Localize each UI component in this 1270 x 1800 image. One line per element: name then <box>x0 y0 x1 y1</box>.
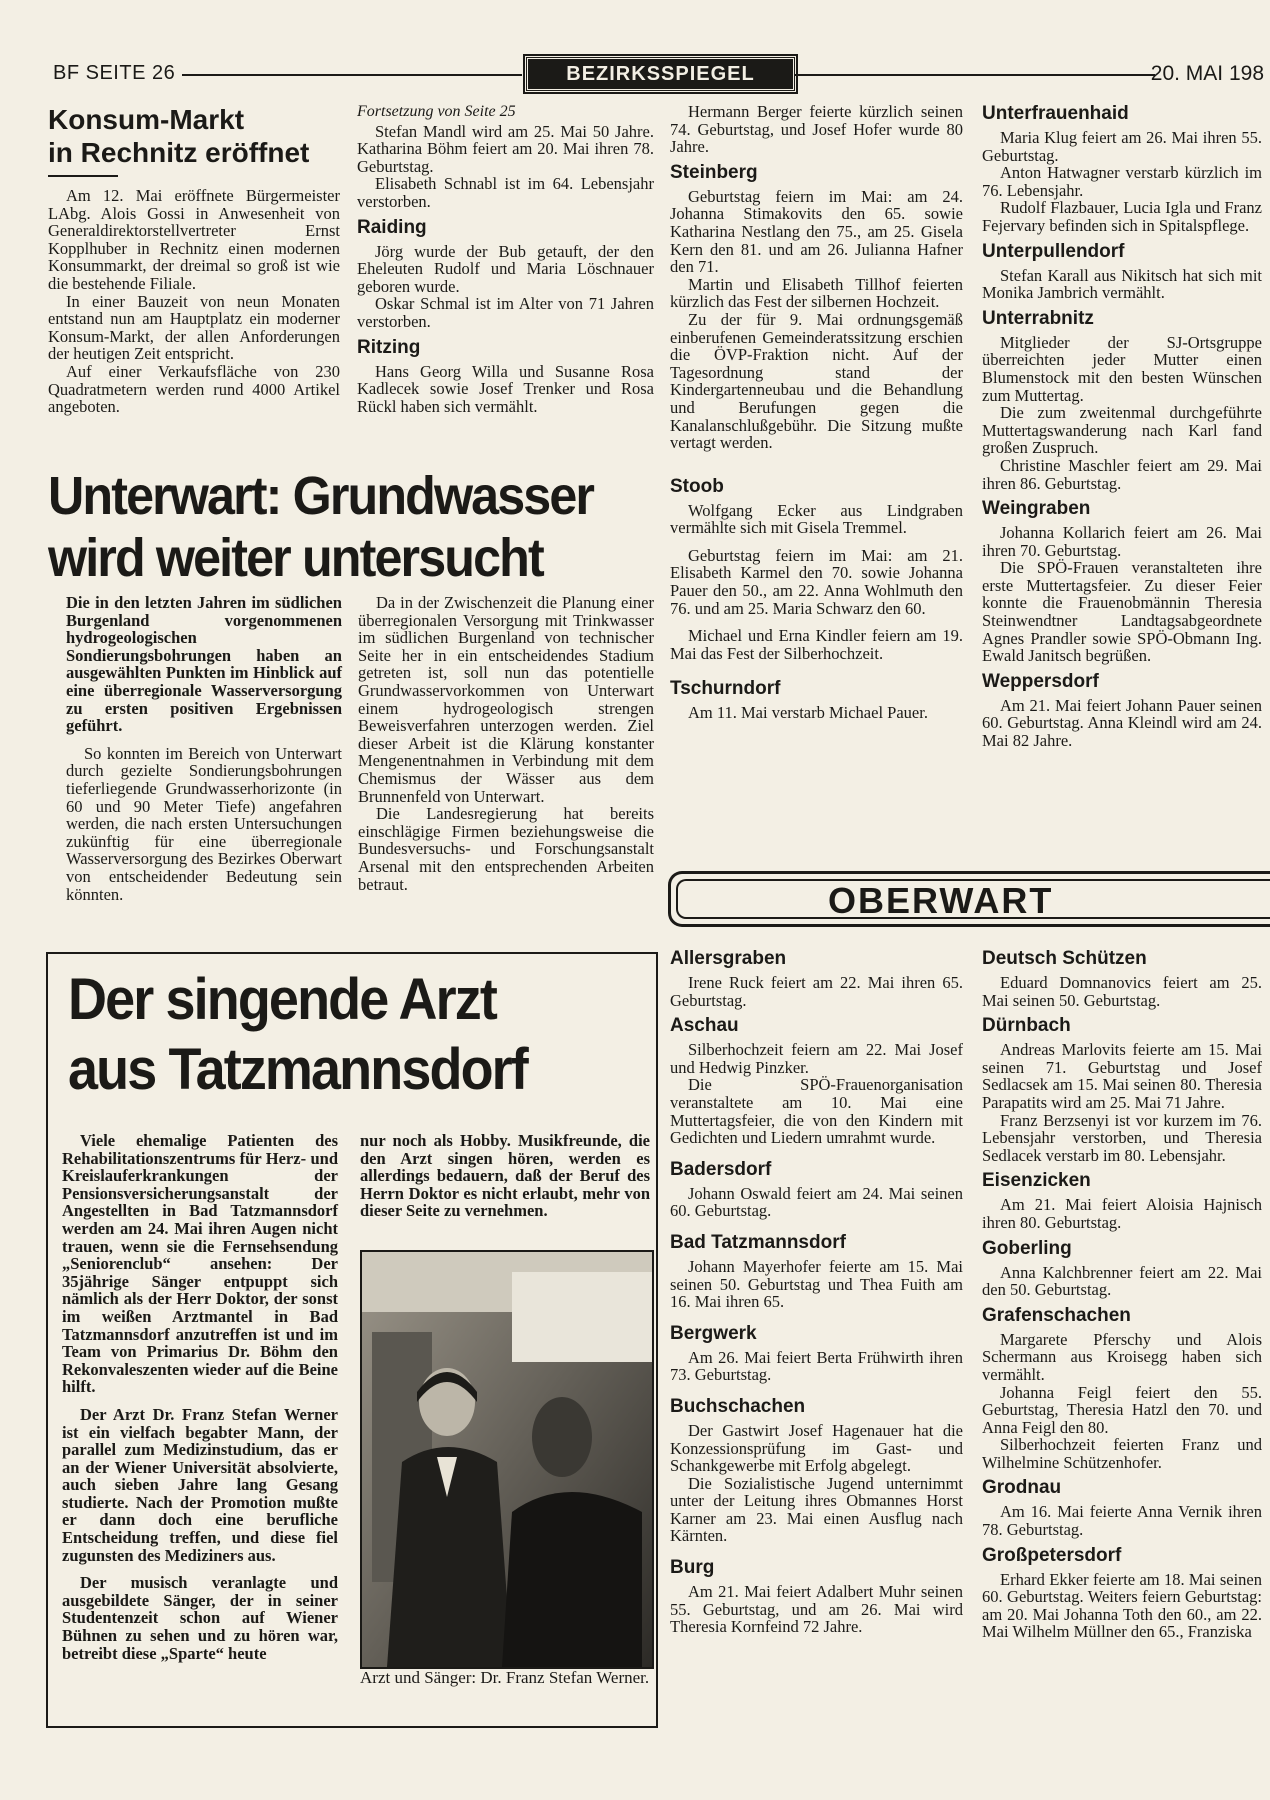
place-heading: Raiding <box>357 216 427 238</box>
place-heading: Allersgraben <box>670 948 787 969</box>
place-heading: Großpetersdorf <box>982 1544 1122 1566</box>
place-heading: Bergwerk <box>670 1322 757 1344</box>
place-heading: Ritzing <box>357 336 421 358</box>
place-heading: Steinberg <box>670 161 758 183</box>
local-news-col4: Unterfrauenhaid Maria Klug feiert am 26. Mai ihren 55. Geburtstag. Anton Hatwagner verstarb kürzlich im 76. Lebensjahr. Rudolf Flazbauer, Lucia Igla und Franz Fejervary befinden sich in Spitalspflege. Unterpullendorf Stefan Karall aus Nikitsch hat sich mit Monika Jambrich vermählt. Unterrabnitz Mitglieder der SJ-Ortsgruppe überreichten jeder Mutter einen Blumenstock mit den besten Wünschen zum Muttertag. Die zum zweitenmal durchgeführte Muttertagswanderung nach Karl fand großen Zuspruch. Christine Maschler feiert am 29. Mai ihren 86. Geburtstag. Weingraben Johanna Kollarich feiert am 26. Mai ihren 70. Geburtstag. Die SPÖ-Frauen veranstalteten ihre erste Muttertagsfeier. Zu dieser Feier konnte die Frauenobmännin Theresia Steinwendtner Landtagsabgeordnete Agnes Prandler sowie SPÖ-Obmann Ing. Ewald Janitsch begrüßen. Weppersdorf Am 21. Mai feiert Johann Pauer seinen 60. Geburtstag. Anna Kleindl wird am 24. Mai 82 Jahre. <box>982 103 1262 751</box>
place-heading: Weingraben <box>982 498 1091 520</box>
place-heading: Buchschachen <box>670 1395 806 1417</box>
unterwart-col1: Die in den letzten Jahren im südlichen Burgenland vorgenommenen hydrogeologischen Sondierungsbohrungen haben an ausgewählten Punkten im Hinblick auf eine überregionale Wasserversorgung zu ersten positiven Ergebnissen geführt. So konnten im Bereich von Unterwart durch gezielte Sondierungsbohrungen tieferliegende Grundwasserhorizonte (in 60 und 90 Meter Tiefe) angefahren werden, die nach ersten Untersuchungen zukünftig für eine überregionale Wasserversorgung des Bezirkes Oberwart von entscheidender Bedeutung sein könnten. <box>66 593 342 904</box>
konsum-headline: Konsum-Markt in Rechnitz eröffnet <box>48 104 310 168</box>
place-heading: Badersdorf <box>670 1158 772 1180</box>
page-number: BF SEITE 26 <box>53 62 176 84</box>
photo-caption: Arzt und Sänger: Dr. Franz Stefan Werner. <box>360 1668 650 1687</box>
local-news-col3: Hermann Berger feierte kürzlich seinen 74. Geburtstag, und Josef Hofer wurde 80 Jahre. Steinberg Geburtstag feiern im Mai: am 24. Johanna Stimakovits den 65. sowie Katharina Nestlang den 75., am 25. Gisela Kern den 81. und am 26. Julianna Hafner den 71. Martin und Elisabeth Tillhof feierten kürzlich das Fest der silbernen Hochzeit. Zu der für 9. Mai ordnungsgemäß einberufenen Gemeinderatssitzung erschien die ÖVP-Fraktion nicht. Auf der Tagesordnung stand der Kindergartenneubau und die Behandlung und Berufungen gegen die Kanalanschlußgebühr. Die Sitzung mußte vertagt werden. Stoob Wolfgang Ecker aus Lindgraben vermählte sich mit Gisela Tremmel. Geburtstag feiern im Mai: am 21. Elisabeth Karmel den 70. sowie Johanna Pauer den 50., am 22. Anna Wohlmuth den 76. und am 25. Maria Schwarz den 60. Michael und Erna Kindler feiern am 19. Mai das Fest der Silberhochzeit. Tschurndorf Am 11. Mai verstarb Michael Pauer. <box>670 102 963 723</box>
place-heading: Weppersdorf <box>982 670 1099 692</box>
place-heading: Burg <box>670 1557 715 1579</box>
place-heading: Grafenschachen <box>982 1304 1131 1326</box>
place-heading: Grodnau <box>982 1477 1062 1499</box>
place-heading: Tschurndorf <box>670 678 781 700</box>
konsum-article: Konsum-Markt in Rechnitz eröffnet Am 12. Mai eröffnete Bürgermeister LAbg. Alois Gossi in Anwesenheit von Generaldirektorstellvertreter Ernst Kopplhuber in Rechnitz einen modernen Konsummarkt, der dreimal so groß ist wie die bestehende Filiale. In einer Bauzeit von neun Monaten entstand nun am Hauptplatz ein moderner Konsum-Markt, der allen Anforderungen der heutigen Zeit entspricht. Auf einer Verkaufsfläche von 230 Quadratmetern werden rund 4000 Artikel angeboten. <box>48 104 340 417</box>
photo-illustration <box>362 1252 652 1667</box>
arzt-col2: nur noch als Hobby. Musikfreunde, die den Arzt singen hören, werden es allerdings bedauern, daß der Beruf des Herrn Doktor es nicht erlaubt, mehr von dieser Seite zu vernehmen. <box>360 1131 650 1221</box>
lead-paragraph: Die in den letzten Jahren im südlichen Burgenland vorgenommenen hydrogeologischen Sondierungsbohrungen haben an ausgewählten Punkten im Hinblick auf eine überregionale Wasserversorgung zu ersten positiven Ergebnissen geführt. <box>66 593 342 736</box>
place-heading: Aschau <box>670 1015 739 1037</box>
unterwart-col2: Da in der Zwischenzeit die Planung einer überregionalen Versorgung mit Trinkwasser im südlichen Burgenland von technischer Seite her in ein entscheidendes Stadium getreten ist, soll nun das potentielle Grundwasservorkommen von Unterwart einem hydrogeologisch strengen Beweisverfahren unterzogen werden. Ziel dieser Arbeit ist die Klärung konstanter Mengenentnahmen in Verbindung mit dem Chemismus der Wässer aus dem Brunnenfeld von Unterwart. Die Landesregierung hat bereits einschlägige Firmen beziehungsweise die Bundesversuchs- und Forschungsanstalt Arsenal mit den entsprechenden Arbeiten betraut. <box>358 593 654 894</box>
continuation-note: Fortsetzung von Seite 25 <box>357 103 516 120</box>
oberwart-col-b: Deutsch Schützen Eduard Domnanovics feiert am 25. Mai seinen 50. Geburtstag. Dürnbach Andreas Marlovits feierte am 15. Mai seinen 71. Geburtstag und Josef Sedlacsek am 15. Mai seinen 80. Theresia Parapatits wird am 25. Mai 71 Jahre. Franz Berzsenyi ist vor kurzem im 76. Lebensjahr verstorben, und Theresia Sedlacek verstarb im 80. Lebensjahr. Eisenzicken Am 21. Mai feiert Aloisia Hajnisch ihren 80. Geburtstag. Goberling Anna Kalchbrenner feiert am 22. Mai den 50. Geburtstag. Grafenschachen Margarete Pferschy und Alois Schermann aus Kroisegg haben sich vermählt. Johanna Feigl feiert den 55. Geburtstag, Theresia Hatzl den 70. und Anna Feigl den 80. Silberhochzeit feierten Franz und Wilhelmine Schützenhofer. Grodnau Am 16. Mai feierte Anna Vernik ihren 78. Geburtstag. Großpetersdorf Erhard Ekker feierte am 18. Mai seinen 60. Geburtstag. Weiters feiern Geburtstag: am 20. Mai Johanna Toth den 60., am 22. Mai Wilhelm Müllner den 65., Franziska <box>982 948 1262 1642</box>
place-heading: Bad Tatzmannsdorf <box>670 1231 846 1253</box>
place-heading: Unterrabnitz <box>982 307 1094 329</box>
header-rule-right <box>795 74 1155 76</box>
arzt-headline: Der singende Arzt aus Tatzmannsdorf <box>68 967 527 1102</box>
oberwart-col-a: Allersgraben Irene Ruck feiert am 22. Mai ihren 65. Geburtstag. Aschau Silberhochzeit feiern am 22. Mai Josef und Hedwig Pinzker. Die SPÖ-Frauenorganisation veranstaltete am 10. Mai eine Muttertagsfeier, die von den Kindern mit Gedichten und Liedern umrahmt wurde. Badersdorf Johann Oswald feiert am 24. Mai seinen 60. Geburtstag. Bad Tatzmannsdorf Johann Mayerhofer feierte am 15. Mai seinen 50. Geburtstag und Thea Fuith am 16. Mai ihren 65. Bergwerk Am 26. Mai feiert Berta Frühwirth ihren 73. Geburtstag. Buchschachen Der Gastwirt Josef Hagenauer hat die Konzessionsprüfung im Gast- und Schankgewerbe mit Erfolg abgelegt. Die Sozialistische Jugend unternimmt unter der Leitung ihres Obmannes Horst Karner am 23. Mai einen Ausflug nach Kärnten. Burg Am 21. Mai feiert Adalbert Muhr seinen 55. Geburtstag, und am 26. Mai wird Theresia Kornfeind 72 Jahre. <box>670 948 963 1637</box>
place-heading: Unterpullendorf <box>982 240 1125 262</box>
place-heading: Stoob <box>670 475 724 497</box>
oberwart-banner: OBERWART <box>668 871 1270 927</box>
place-heading: Deutsch Schützen <box>982 948 1147 969</box>
place-heading: Goberling <box>982 1237 1072 1259</box>
headline-rule <box>48 175 118 177</box>
section-banner: BEZIRKSSPIEGEL <box>525 56 796 92</box>
arzt-col1: Viele ehemalige Patienten des Rehabilitationszentrums für Herz- und Kreislauferkrankungen der Pensionsversicherungsanstalt der Angestellten in Bad Tatzmannsdorf werden am 24. Mai ihren Augen nicht trauen, wenn sie die Fernsehsendung „Seniorenclub“ ansehen: Der 35jährige Sänger entpuppt sich nämlich als der Herr Doktor, der sonst im weißen Arztmantel in Bad Tatzmannsdorf anzutreffen ist und im Team von Primarius Dr. Böhm den Rekonvaleszenten wieder auf die Beine hilft. Der Arzt Dr. Franz Stefan Werner ist ein vielfach begabter Mann, der parallel zum Medizinstudium, das er an der Wiener Universität absolvierte, auch sieben Jahre lang Gesang studierte. Nach der Promotion mußte er dann doch eine berufliche Entscheidung treffen, und diese fiel zugunsten des Mediziners aus. Der musisch veranlagte und ausgebildete Sänger, der in seiner Studentenzeit schon auf Wiener Bühnen zu sehen und zu hören war, betreibt diese „Sparte“ heute <box>62 1131 338 1663</box>
doctor-photo <box>360 1250 654 1669</box>
local-news-col2: Fortsetzung von Seite 25 Stefan Mandl wird am 25. Mai 50 Jahre. Katharina Böhm feiert am 20. Mai ihren 78. Geburtstag. Elisabeth Schnabl ist im 64. Lebensjahr verstorben. Raiding Jörg wurde der Bub getauft, der den Eheleuten Rudolf und Maria Löschnauer geboren wurde. Oskar Schmal ist im Alter von 71 Jahren verstorben. Ritzing Hans Georg Willa und Susanne Rosa Kadlecek sowie Josef Trenker und Rosa Rückl haben sich vermählt. <box>357 103 654 416</box>
issue-date: 20. MAI 198 <box>1150 62 1264 85</box>
header-rule-left <box>182 74 522 76</box>
place-heading: Eisenzicken <box>982 1170 1091 1192</box>
unterwart-headline: Unterwart: Grundwasser wird weiter untersucht <box>48 466 594 588</box>
place-heading: Dürnbach <box>982 1015 1071 1037</box>
place-heading: Unterfrauenhaid <box>982 103 1129 124</box>
